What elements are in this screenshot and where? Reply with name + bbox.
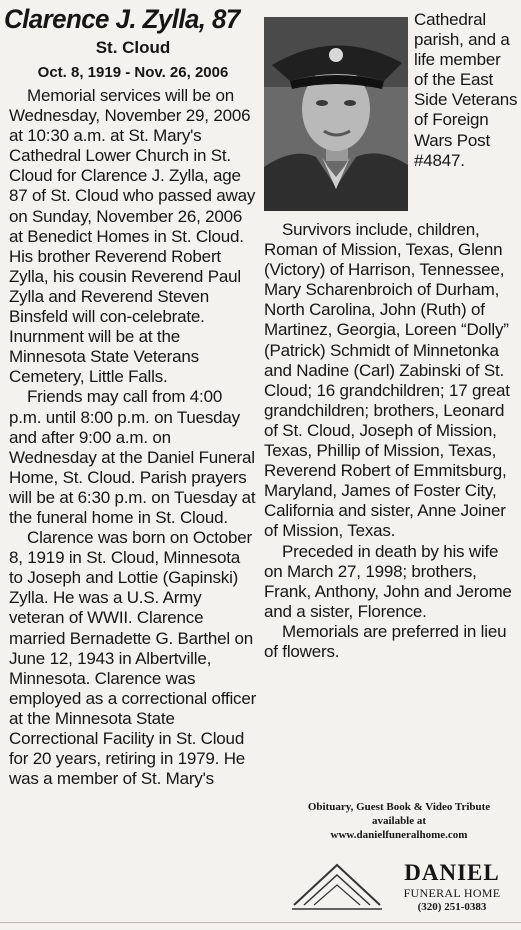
funeral-home-name: DANIEL [404,860,500,885]
tribute-url: www.danielfuneralhome.com [330,829,468,841]
paragraph-biography: Clarence was born on October 8, 1919 in St. Cloud, Minnesota to Joseph and Lottie (Gapinski) Zylla. He was a U.S. Army veteran of WWII. Clarence married Bernadette G. Barthel on June 12, 1943 in Albertville, Minnesota. Clarence was employed as a correctional officer at the Minnesota State Correctional Facility in St. Cloud for 20 years, retiring in 1979. He was a member of St. Mary's [9,528,257,789]
obituary-location: St. Cloud [95,38,171,57]
funeral-home-brand [390,860,514,914]
tribute-available: available at [371,815,427,827]
obituary-title: Clarence J. Zylla, 87 [4,4,240,34]
paragraph-memorials: Memorials are preferred in lieu of flowers. [264,621,507,661]
funeral-home-phone: (320) 251-0383 [417,901,487,913]
obituary-column-right [264,220,518,662]
portrait-photo [264,17,408,211]
obituary-column-left [9,86,257,789]
paragraph-survivors: Survivors include, children, Roman of Mission, Texas, Glenn (Victory) of Harrison, Tennessee, Mary Scharenbroich of Durham, North Carolina, John (Ruth) of Martinez, Georgia, Loreen “Dolly” (Patrick) Schmidt of Minnetonka and Nadine (Carl) Zabinski of St. Cloud; 16 grandchildren; 17 great grandchildren; brothers, Leonard of St. Cloud, Joseph of Mission, Texas, Phillip of Mission, Texas, Reverend Robert of Emmitsburg, Maryland, James of Foster City, California and sister, Anne Joiner of Mission, Texas. [264,220,510,541]
funeral-home-subtitle: FUNERAL HOME [403,886,501,900]
paragraph-preceded: Preceded in death by his wife on March 27, 1998; brothers, Frank, Anthony, John and Jerome and a sister, Florence. [264,541,512,621]
tribute-text: Obituary, Guest Book & Video Tribute [307,801,491,813]
obituary-text-right-top: Cathedral parish, and a life member of the East Side Veterans of Foreign Wars Post #4847. [414,10,518,170]
funeral-home-logo-icon [290,857,384,915]
obituary-dates: Oct. 8, 1919 - Nov. 26, 2006 [37,64,229,81]
paragraph-visitation: Friends may call from 4:00 p.m. until 8:00 p.m. on Tuesday and after 9:00 a.m. on Wednesday at the Daniel Funeral Home, St. Cloud. Parish prayers will be at 6:30 p.m. on Tuesday at the funeral home in St. Cloud. [9,387,256,527]
soldier-portrait-icon [264,17,408,211]
bottom-divider [0,922,521,923]
tribute-notice [284,800,514,842]
paragraph-services: Memorial services will be on Wednesday, November 29, 2006 at 10:30 a.m. at St. Mary's Cathedral Lower Church in St. Cloud for Clarence J. Zylla, age 87 of St. Cloud who passed away on Sunday, November 26, 2006 at Benedict Homes in St. Cloud. His brother Reverend Robert Zylla, his cousin Reverend Paul Zylla and Reverend Steven Binsfeld will con-celebrate. Inurnment will be at the Minnesota State Veterans Cemetery, Little Falls. [9,86,256,387]
